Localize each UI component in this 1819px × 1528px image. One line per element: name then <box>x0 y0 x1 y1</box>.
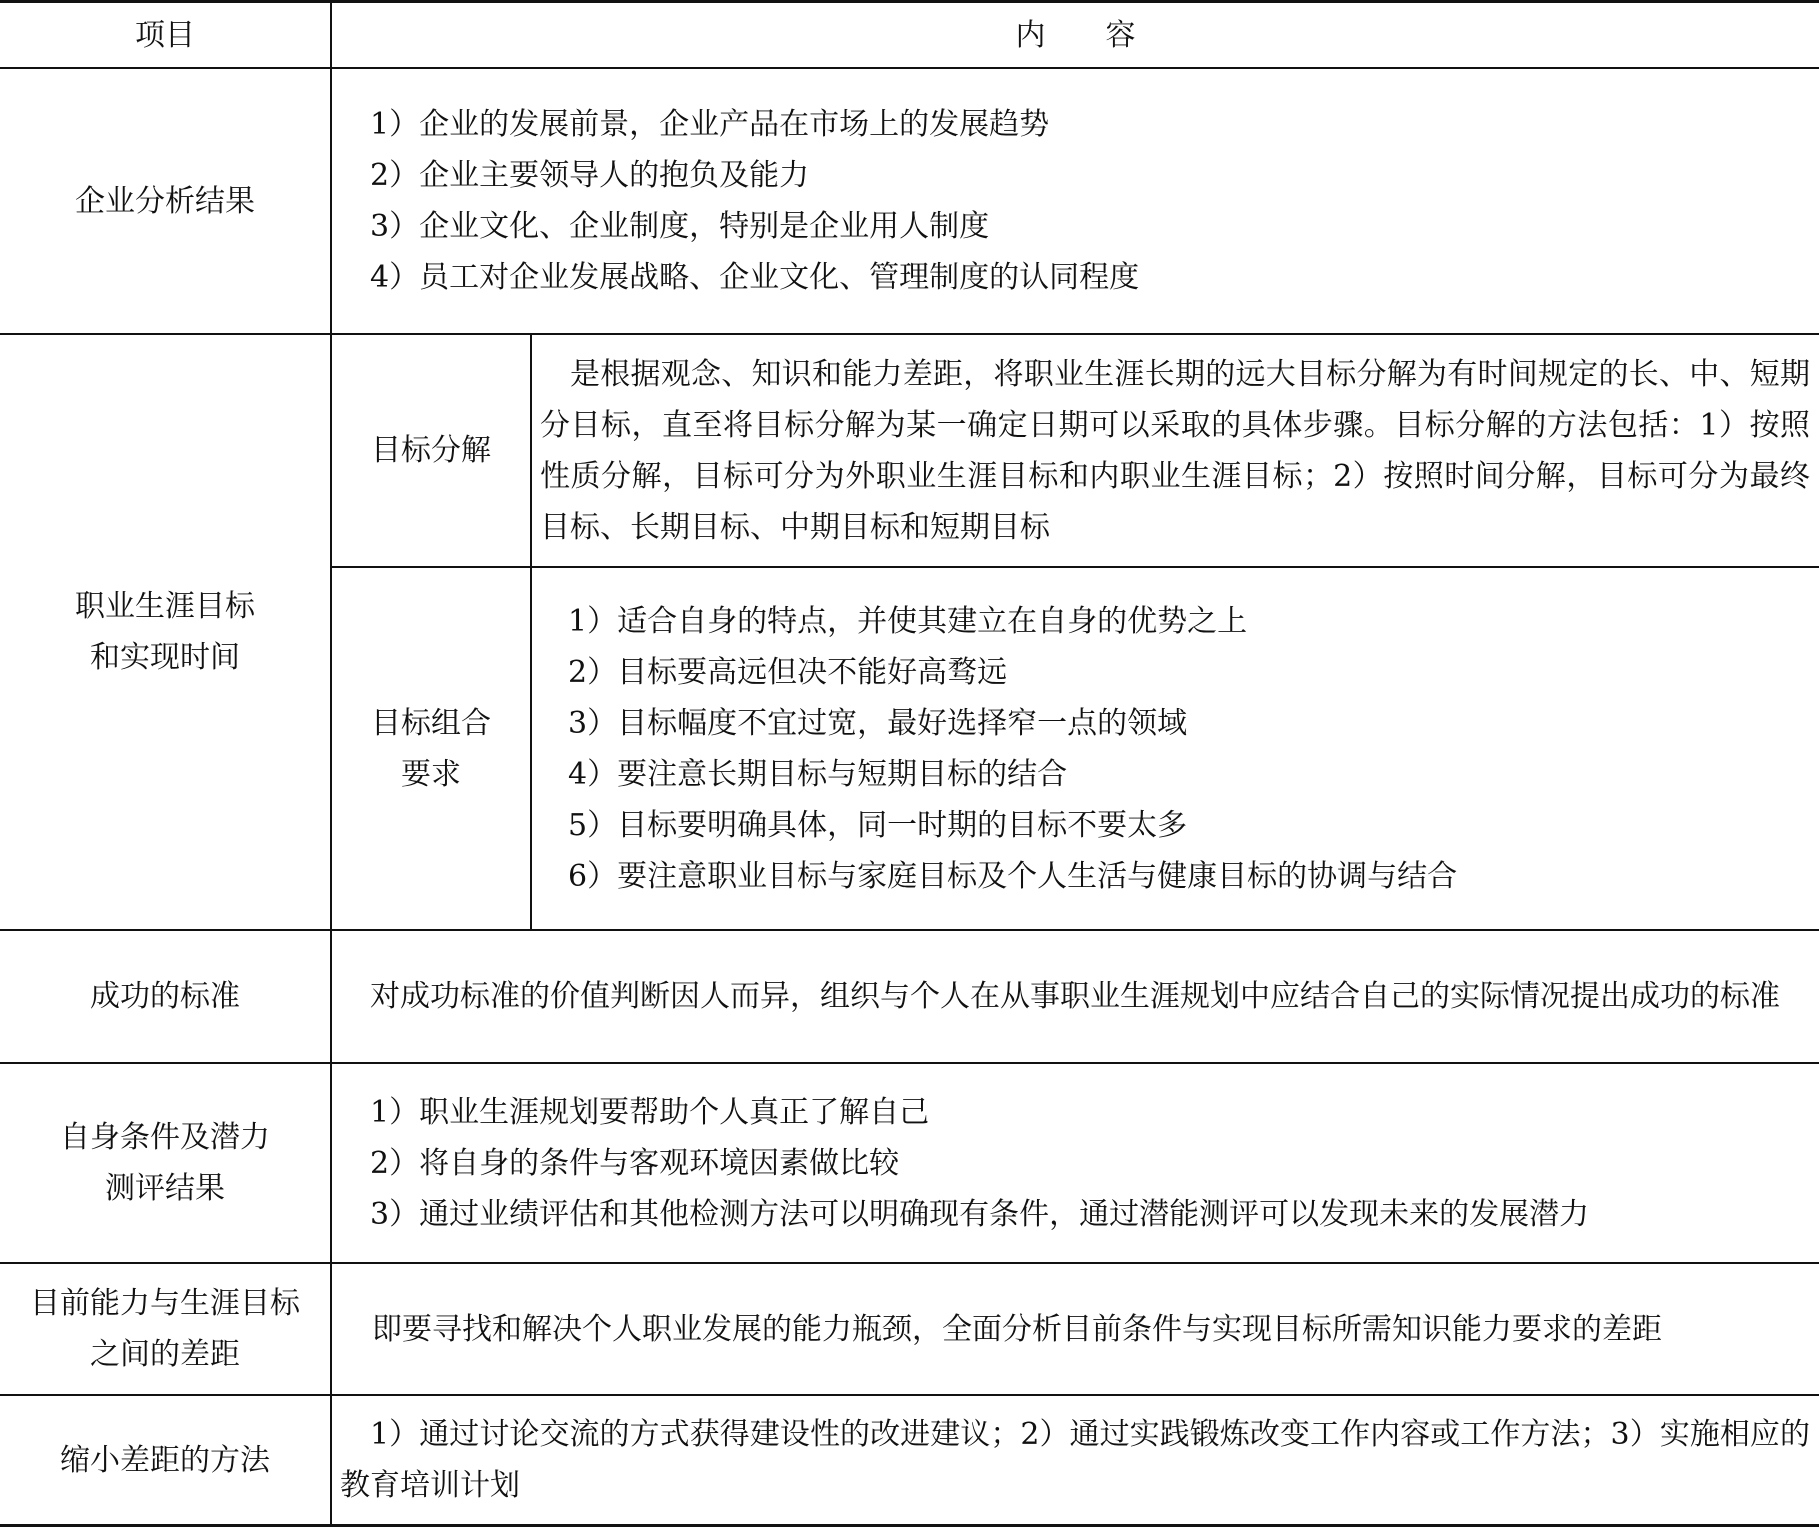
row-label-gap: 目前能力与生涯目标 之间的差距 <box>30 1286 300 1372</box>
list-item: 2）将自身的条件与客观环境因素做比较 <box>370 1145 900 1181</box>
list-item: 5）目标要明确具体，同一时期的目标不要太多 <box>568 807 1188 843</box>
gap-text: 即要寻找和解决个人职业发展的能力瓶颈，全面分析目前条件与实现目标所需知识能力要求的差距 <box>372 1311 1662 1347</box>
list-item: 4）要注意长期目标与短期目标的结合 <box>568 756 1068 792</box>
list-item: 3）目标幅度不宜过宽，最好选择窄一点的领域 <box>568 705 1188 741</box>
list-item: 2）企业主要领导人的抱负及能力 <box>370 158 810 193</box>
header-item: 项目 <box>135 17 195 53</box>
row-content-methods <box>340 1396 1810 1524</box>
row-content-success <box>340 931 1810 1062</box>
row-label-methods: 缩小差距的方法 <box>60 1442 270 1478</box>
row-label-success: 成功的标准 <box>90 979 240 1014</box>
list-item: 6）要注意职业目标与家庭目标及个人生活与健康目标的协调与结合 <box>568 858 1458 894</box>
row-content-enterprise <box>370 69 1800 333</box>
sub-column-rule <box>530 334 532 930</box>
list-item: 1）适合自身的特点，并使其建立在自身的优势之上 <box>568 603 1248 639</box>
methods-text: 1）通过讨论交流的方式获得建设性的改进建议；2）通过实践锻炼改变工作内容或工作方法；3）实施相应的教育培训计划 <box>340 1417 1810 1503</box>
sub-content-decomposition <box>540 335 1810 566</box>
sub-content-combination <box>568 568 1808 929</box>
list-item: 3）通过业绩评估和其他检测方法可以明确现有条件，通过潜能测评可以发现未来的发展潜力 <box>370 1196 1590 1232</box>
list-item: 1）企业的发展前景，企业产品在市场上的发展趋势 <box>370 107 1050 142</box>
row-label-career-goal: 职业生涯目标 和实现时间 <box>75 589 255 675</box>
row-content-self <box>370 1064 1810 1262</box>
list-item: 2）目标要高远但决不能好高骛远 <box>568 654 1008 690</box>
row-content-gap <box>372 1264 1812 1394</box>
row-label-self: 自身条件及潜力 测评结果 <box>60 1120 270 1206</box>
list-item: 4）员工对企业发展战略、企业文化、管理制度的认同程度 <box>370 260 1140 295</box>
list-item: 1）职业生涯规划要帮助个人真正了解自己 <box>370 1094 930 1130</box>
row-label-enterprise: 企业分析结果 <box>75 183 255 219</box>
bottom-rule <box>0 1524 1819 1527</box>
list-item: 3）企业文化、企业制度，特别是企业用人制度 <box>370 209 990 244</box>
sub-label-decomposition: 目标分解 <box>371 433 491 468</box>
success-text: 对成功标准的价值判断因人而异，组织与个人在从事职业生涯规划中应结合自己的实际情况提出成功的标准 <box>370 979 1780 1014</box>
header-content: 内 容 <box>1015 17 1136 53</box>
decomposition-text: 是根据观念、知识和能力差距，将职业生涯长期的远大目标分解为有时间规定的长、中、短期分目标，直至将目标分解为某一确定日期可以采取的具体步骤。目标分解的方法包括：1）按照性质分解，目标可分为外职业生涯目标和内职业生涯目标；2）按照时间分解，目标可分为最终目标、长期目标、中期目标和短期目标 <box>540 356 1810 545</box>
sub-label-combination: 目标组合 要求 <box>371 705 491 792</box>
